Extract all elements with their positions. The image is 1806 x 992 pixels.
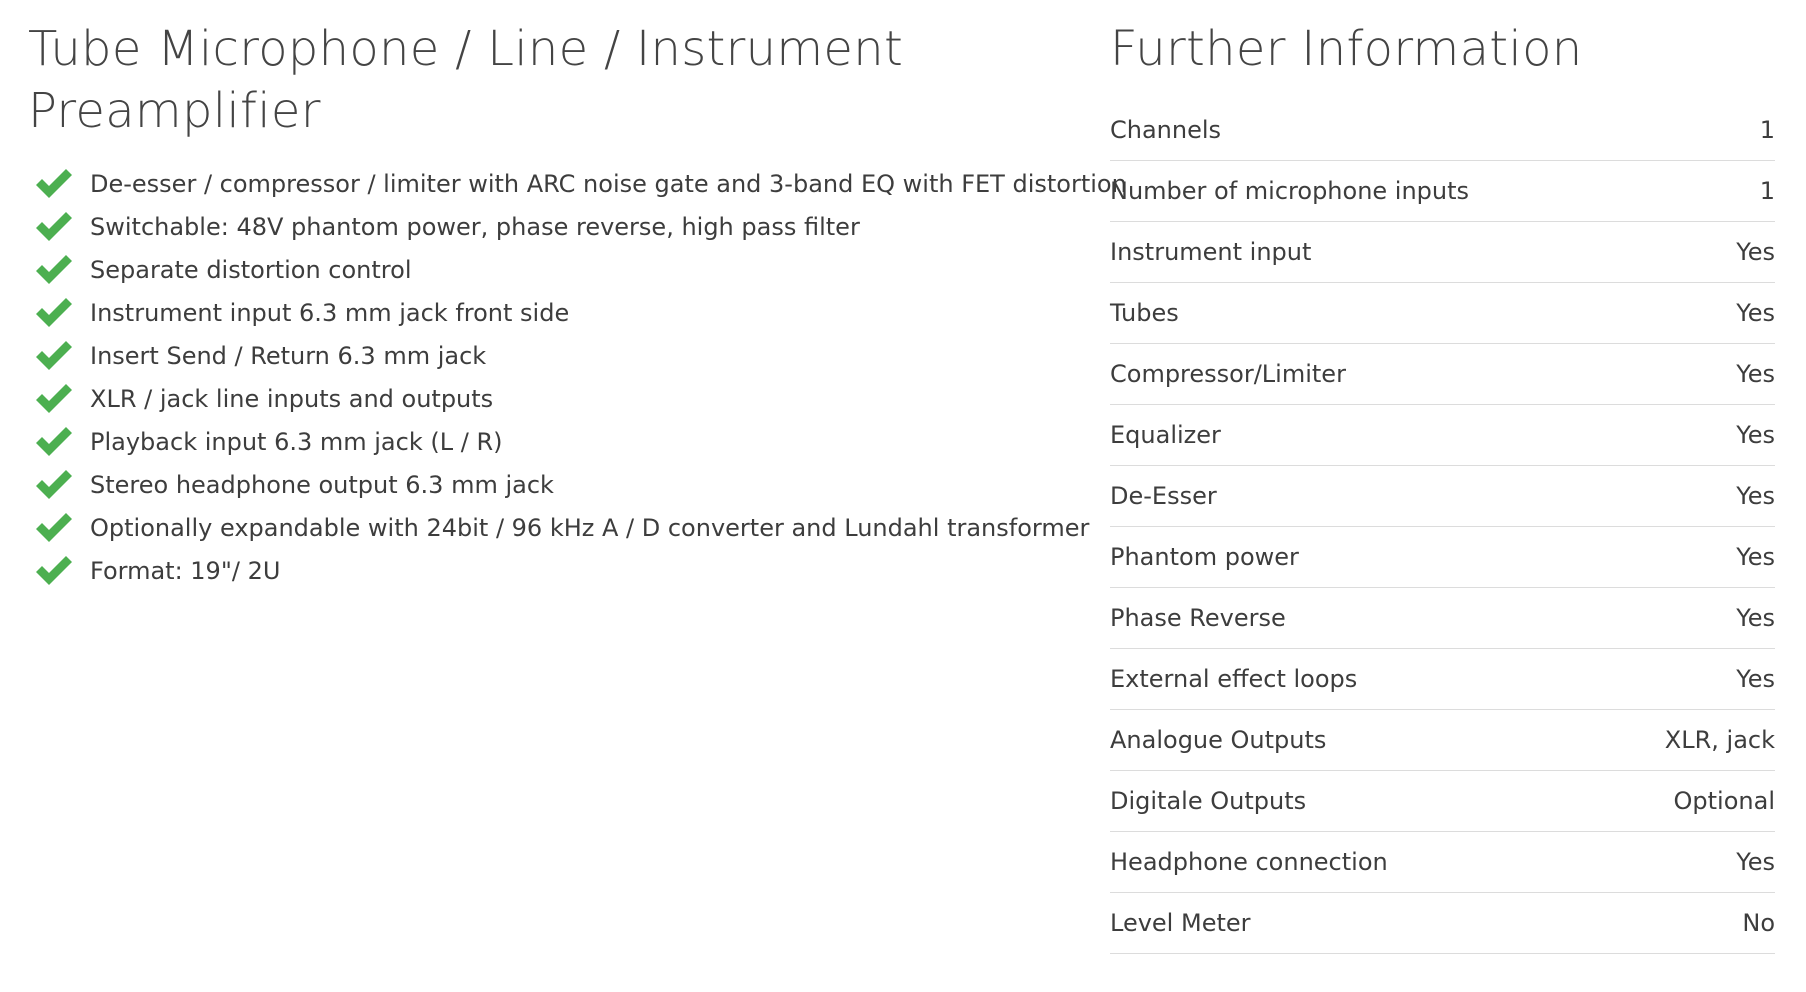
info-row-equalizer [1110, 405, 1775, 466]
checkmark-icon [34, 167, 74, 201]
feature-text: Format: 19"/ 2U [90, 556, 281, 585]
checkmark-icon [34, 554, 74, 588]
info-label: Instrument input [1110, 238, 1312, 266]
feature-text: Stereo headphone output 6.3 mm jack [90, 470, 554, 499]
feature-item [28, 549, 1078, 592]
feature-item [28, 205, 1078, 248]
feature-text: XLR / jack line inputs and outputs [90, 384, 494, 413]
feature-item [28, 506, 1090, 549]
info-label: Analogue Outputs [1110, 726, 1327, 754]
info-label: Equalizer [1110, 421, 1221, 449]
feature-item [28, 334, 1078, 377]
feature-text: Instrument input 6.3 mm jack front side [90, 298, 570, 327]
info-row-level-meter [1110, 893, 1775, 954]
product-title-line2: Preamplifier [28, 83, 321, 139]
feature-text: Separate distortion control [90, 255, 412, 284]
info-value: No [1742, 909, 1775, 937]
info-label: Number of microphone inputs [1110, 177, 1470, 205]
info-row-tubes [1110, 283, 1775, 344]
checkmark-icon [34, 511, 74, 545]
further-information-title: Further Information [1110, 21, 1583, 77]
checkmark-icon [34, 296, 74, 330]
info-row-analogue-outputs [1110, 710, 1775, 771]
further-information-section [1110, 18, 1775, 954]
product-title-line1: Tube Microphone / Line / Instrument [28, 21, 904, 77]
info-value: Yes [1736, 299, 1775, 327]
checkmark-icon [34, 425, 74, 459]
feature-text: De-esser / compressor / limiter with ARC noise gate and 3-band EQ with FET distortion [90, 169, 1127, 198]
feature-item [28, 420, 1078, 463]
info-label: Phase Reverse [1110, 604, 1286, 632]
info-value: Yes [1736, 482, 1775, 510]
info-table [1110, 100, 1775, 954]
info-value: Yes [1736, 360, 1775, 388]
info-label: Phantom power [1110, 543, 1299, 571]
info-label: External effect loops [1110, 665, 1358, 693]
info-label: Tubes [1110, 299, 1179, 327]
info-value: Yes [1736, 665, 1775, 693]
features-section [28, 18, 1127, 592]
info-value: XLR, jack [1664, 726, 1775, 754]
info-label: Level Meter [1110, 909, 1251, 937]
info-row-instrument-input [1110, 222, 1775, 283]
info-row-phantom-power [1110, 527, 1775, 588]
info-value: Optional [1673, 787, 1775, 815]
info-label: Channels [1110, 116, 1222, 144]
info-value: Yes [1736, 421, 1775, 449]
info-label: Compressor/Limiter [1110, 360, 1346, 388]
checkmark-icon [34, 253, 74, 287]
info-row-external-effect-loops [1110, 649, 1775, 710]
info-value: Yes [1736, 604, 1775, 632]
feature-item [28, 377, 1078, 420]
checkmark-icon [34, 210, 74, 244]
info-row-digitale-outputs [1110, 771, 1775, 832]
info-row-microphone-inputs [1110, 161, 1775, 222]
feature-text: Insert Send / Return 6.3 mm jack [90, 341, 487, 370]
info-row-phase-reverse [1110, 588, 1775, 649]
info-row-de-esser [1110, 466, 1775, 527]
product-title [28, 18, 1078, 142]
feature-text: Playback input 6.3 mm jack (L / R) [90, 427, 503, 456]
info-label: Digitale Outputs [1110, 787, 1307, 815]
info-value: 1 [1759, 116, 1775, 144]
feature-item [28, 248, 1078, 291]
feature-list [28, 162, 1127, 592]
checkmark-icon [34, 468, 74, 502]
info-row-compressor-limiter [1110, 344, 1775, 405]
feature-item [28, 162, 1127, 205]
checkmark-icon [34, 382, 74, 416]
feature-item [28, 291, 1078, 334]
info-value: Yes [1736, 543, 1775, 571]
info-label: Headphone connection [1110, 848, 1388, 876]
feature-text: Switchable: 48V phantom power, phase reverse, high pass filter [90, 212, 860, 241]
info-label: De-Esser [1110, 482, 1217, 510]
info-value: Yes [1736, 238, 1775, 266]
feature-item [28, 463, 1078, 506]
checkmark-icon [34, 339, 74, 373]
info-row-channels [1110, 100, 1775, 161]
info-value: Yes [1736, 848, 1775, 876]
info-row-headphone-connection [1110, 832, 1775, 893]
info-value: 1 [1759, 177, 1775, 205]
feature-text: Optionally expandable with 24bit / 96 kHz A / D converter and Lundahl transformer [90, 513, 1090, 542]
